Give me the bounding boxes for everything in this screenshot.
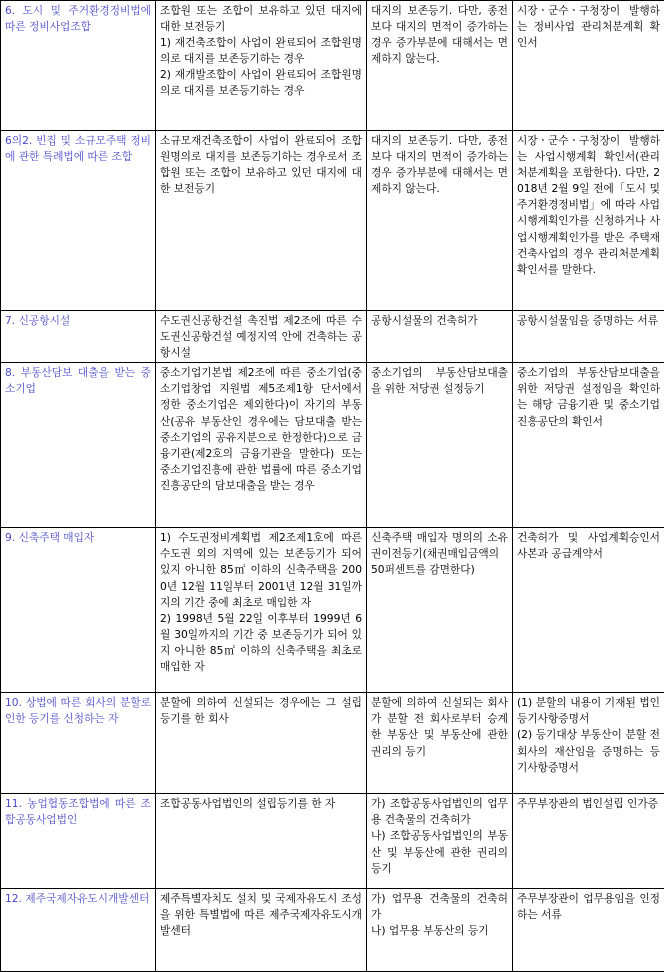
cell-text: 7. 신공항시설 — [5, 313, 151, 329]
cell-text: 가) 업무용 건축물의 건축허가 — [371, 891, 508, 923]
cell-text: 수도권신공항건설 촉진법 제2조에 따른 수도권신공항건설 예정지역 안에 건축하는 공항시설 — [160, 313, 362, 361]
exemption-cell — [367, 363, 513, 528]
cell-text: 중소기업의 부동산담보대출을 위한 저당권 설정임을 확인하는 해당 금융기관 및 중소기업진흥공단의 확인서 — [517, 365, 660, 429]
cell-text: 소규모재건축조합이 사업이 완료되어 조합원명의로 대지를 보존등기하는 경우로서 조합원 또는 조합이 보유하고 있던 대지에 대한 보전등기 — [160, 133, 362, 197]
cell-text: 12. 제주국제자유도시개발센터 — [5, 891, 151, 907]
entity-cell — [1, 794, 156, 889]
cell-text: 가) 조합공동사업법인의 업무용 건축물의 건축허가 — [371, 796, 508, 828]
cell-text: 중소기업기본법 제2조에 따른 중소기업(중소기업창업 지원법 제5조제1항 단서에서 정한 중소기업은 제외한다)이 자기의 부동산(공유 부동산인 경우에는 담보대출 받는 중소기업의 공유지분으로 한정한다)으로 금융기관(제2호의 금융기관을 말한다) 또는 중소기업진흥에 관한 법률에 따른 중소기업진흥공단의 담보대출을 받는 경우 — [160, 365, 362, 494]
entity-cell — [1, 889, 156, 972]
scope-cell — [156, 794, 367, 889]
table-row — [1, 693, 664, 794]
table-row — [1, 311, 664, 363]
cell-text: 11. 농업협동조합법에 따른 조합공동사업법인 — [5, 796, 151, 828]
evidence-cell — [513, 528, 664, 693]
exemption-cell — [367, 311, 513, 363]
entity-cell — [1, 528, 156, 693]
scope-cell — [156, 1, 367, 131]
scope-cell — [156, 311, 367, 363]
cell-text: 대지의 보존등기. 다만, 종전보다 대지의 면적이 증가하는 경우 증가부분에 대해서는 면제하지 않는다. — [371, 133, 508, 197]
scope-cell — [156, 693, 367, 794]
entity-cell — [1, 363, 156, 528]
cell-text: (2) 등기대상 부동산이 분할 전 회사의 재산임을 증명하는 등기사항증명서 — [517, 727, 660, 775]
evidence-cell — [513, 311, 664, 363]
evidence-cell — [513, 363, 664, 528]
cell-text: 대지의 보존등기. 다만, 종전보다 대지의 면적이 증가하는 경우 증가부분에 대해서는 면제하지 않는다. — [371, 3, 508, 67]
evidence-cell — [513, 693, 664, 794]
cell-text: 주무부장관이 업무용임을 인정하는 서류 — [517, 891, 660, 923]
cell-text: 나) 조합공동사업법인의 부동산 및 부동산에 관한 권리의 등기 — [371, 828, 508, 876]
cell-text: 6. 도시 및 주거환경정비법에 따른 정비사업조합 — [5, 3, 151, 35]
scope-cell — [156, 131, 367, 311]
table-row — [1, 528, 664, 693]
cell-text: 공항시설물의 건축허가 — [371, 313, 508, 329]
entity-cell — [1, 693, 156, 794]
exemption-cell — [367, 693, 513, 794]
cell-text: 분할에 의하여 신설되는 회사가 분할 전 회사로부터 승계한 부동산 및 부동산에 관한 권리의 등기 — [371, 695, 508, 759]
entity-cell — [1, 131, 156, 311]
exemption-cell — [367, 1, 513, 131]
table-body — [1, 1, 664, 972]
cell-text: 시장ㆍ군수ㆍ구청장이 발행하는 사업시행계획 확인서(관리처분계획을 포함한다). 다만, 2018년 2월 9일 전에「도시 및 주거환경정비법」에 따라 사업시행계획인가를 신청하거나 사업시행계획인가를 받은 주택재건축사업의 경우 관리처분계획 확인서를 말한다. — [517, 133, 660, 278]
cell-text: 공항시설물임을 증명하는 서류 — [517, 313, 660, 329]
table-row — [1, 363, 664, 528]
table-row — [1, 889, 664, 972]
exemption-cell — [367, 889, 513, 972]
cell-text: 조합원 또는 조합이 보유하고 있던 대지에 대한 보전등기 — [160, 3, 362, 35]
cell-text: 주무부장관의 법인설립 인가증 — [517, 796, 660, 812]
cell-text: 분할에 의하여 신설되는 경우에는 그 설립등기를 한 회사 — [160, 695, 362, 727]
cell-text: 2) 재개발조합이 사업이 완료되어 조합원명의로 대지를 보존등기하는 경우 — [160, 67, 362, 99]
cell-text: 시장ㆍ군수ㆍ구청장이 발행하는 정비사업 관리처분계획 확인서 — [517, 3, 660, 51]
scope-cell — [156, 528, 367, 693]
evidence-cell — [513, 889, 664, 972]
cell-text: 1) 재건축조합이 사업이 완료되어 조합원명의로 대지를 보존등기하는 경우 — [160, 35, 362, 67]
evidence-cell — [513, 1, 664, 131]
exemption-cell — [367, 131, 513, 311]
cell-text: 2) 1998년 5월 22일 이후부터 1999년 6월 30일까지의 기간 중 보존등기가 되어 있지 아니한 85㎡ 이하의 신축주택을 최초로 매입한 자 — [160, 611, 362, 675]
exemption-cell — [367, 528, 513, 693]
cell-text: 조합공동사업법인의 설립등기를 한 자 — [160, 796, 362, 812]
cell-text: 10. 상법에 따른 회사의 분할로 인한 등기를 신청하는 자 — [5, 695, 151, 727]
scope-cell — [156, 889, 367, 972]
scope-cell — [156, 363, 367, 528]
entity-cell — [1, 1, 156, 131]
table-row — [1, 794, 664, 889]
cell-text: 9. 신축주택 매입자 — [5, 530, 151, 546]
cell-text: 나) 업무용 부동산의 등기 — [371, 923, 508, 939]
cell-text: (1) 분할의 내용이 기재된 법인 등기사항증명서 — [517, 695, 660, 727]
table-row — [1, 1, 664, 131]
cell-text: 중소기업의 부동산담보대출을 위한 저당권 설정등기 — [371, 365, 508, 397]
cell-text: 건축허가 및 사업계획승인서 사본과 공급계약서 — [517, 530, 660, 562]
cell-text: 6의2. 빈집 및 소규모주택 정비에 관한 특례법에 따른 조합 — [5, 133, 151, 165]
entity-cell — [1, 311, 156, 363]
cell-text: 신축주택 매입자 명의의 소유권이전등기(채권매입금액의 50퍼센트를 감면한다) — [371, 530, 508, 578]
evidence-cell — [513, 131, 664, 311]
cell-text: 8. 부동산담보 대출을 받는 중소기업 — [5, 365, 151, 397]
evidence-cell — [513, 794, 664, 889]
cell-text: 1) 수도권정비계획법 제2조제1호에 따른 수도권 외의 지역에 있는 보존등기가 되어 있지 아니한 85㎡ 이하의 신축주택을 2000년 12월 11일부터 2001년 12월 31일까지의 기간 중에 최초로 매입한 자 — [160, 530, 362, 610]
table-row — [1, 131, 664, 311]
exemption-cell — [367, 794, 513, 889]
cell-text: 제주특별자치도 설치 및 국제자유도시 조성을 위한 특별법에 따른 제주국제자유도시개발센터 — [160, 891, 362, 939]
